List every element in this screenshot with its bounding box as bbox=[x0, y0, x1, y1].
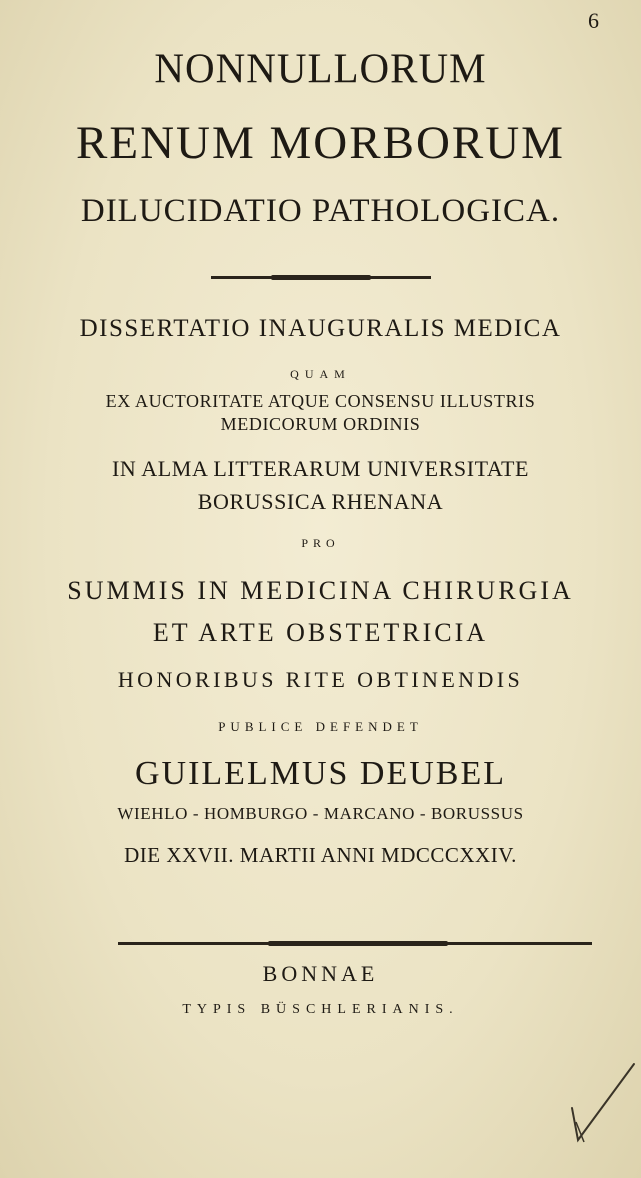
quam-line: QUAM bbox=[290, 367, 351, 381]
author-name: GUILELMUS DEUBEL bbox=[134, 755, 507, 792]
authority-line-1: EX AUCTORITATE ATQUE CONSENSU ILLUSTRIS bbox=[105, 391, 536, 411]
degree-line-1: SUMMIS IN MEDICINA CHIRURGIA bbox=[67, 576, 574, 605]
honoribus-line: HONORIBUS RITE OBTINENDIS bbox=[117, 667, 524, 692]
imprint-printer: TYPIS BÜSCHLERIANIS. bbox=[182, 1002, 459, 1017]
imprint-place: BONNAE bbox=[262, 961, 379, 986]
decorative-rule-top bbox=[211, 276, 431, 279]
university-line-2: BORUSSICA RHENANA bbox=[197, 489, 444, 514]
title-line-1: NONNULLORUM bbox=[154, 44, 487, 92]
title-line-3: DILUCIDATIO PATHOLOGICA. bbox=[80, 193, 561, 229]
degree-line-2: ET ARTE OBSTETRICIA bbox=[152, 618, 489, 647]
author-origin: WIEHLO - HOMBURGO - MARCANO - BORUSSUS bbox=[117, 804, 524, 823]
dissertation-type: DISSERTATIO INAUGURALIS MEDICA bbox=[79, 315, 562, 342]
university-line-1: IN ALMA LITTERARUM UNIVERSITATE bbox=[111, 456, 530, 481]
authority-line-2: MEDICORUM ORDINIS bbox=[220, 414, 421, 434]
check-mark-icon bbox=[568, 1060, 638, 1145]
title-line-2: RENUM MORBORUM bbox=[76, 117, 565, 169]
pro-line: PRO bbox=[301, 536, 340, 550]
defense-date: DIE XXVII. MARTII ANNI MDCCCXXIV. bbox=[124, 843, 517, 867]
page-number: 6 bbox=[588, 8, 599, 33]
decorative-rule-bottom bbox=[118, 942, 592, 945]
publice-defendet-line: PUBLICE DEFENDET bbox=[218, 719, 423, 734]
